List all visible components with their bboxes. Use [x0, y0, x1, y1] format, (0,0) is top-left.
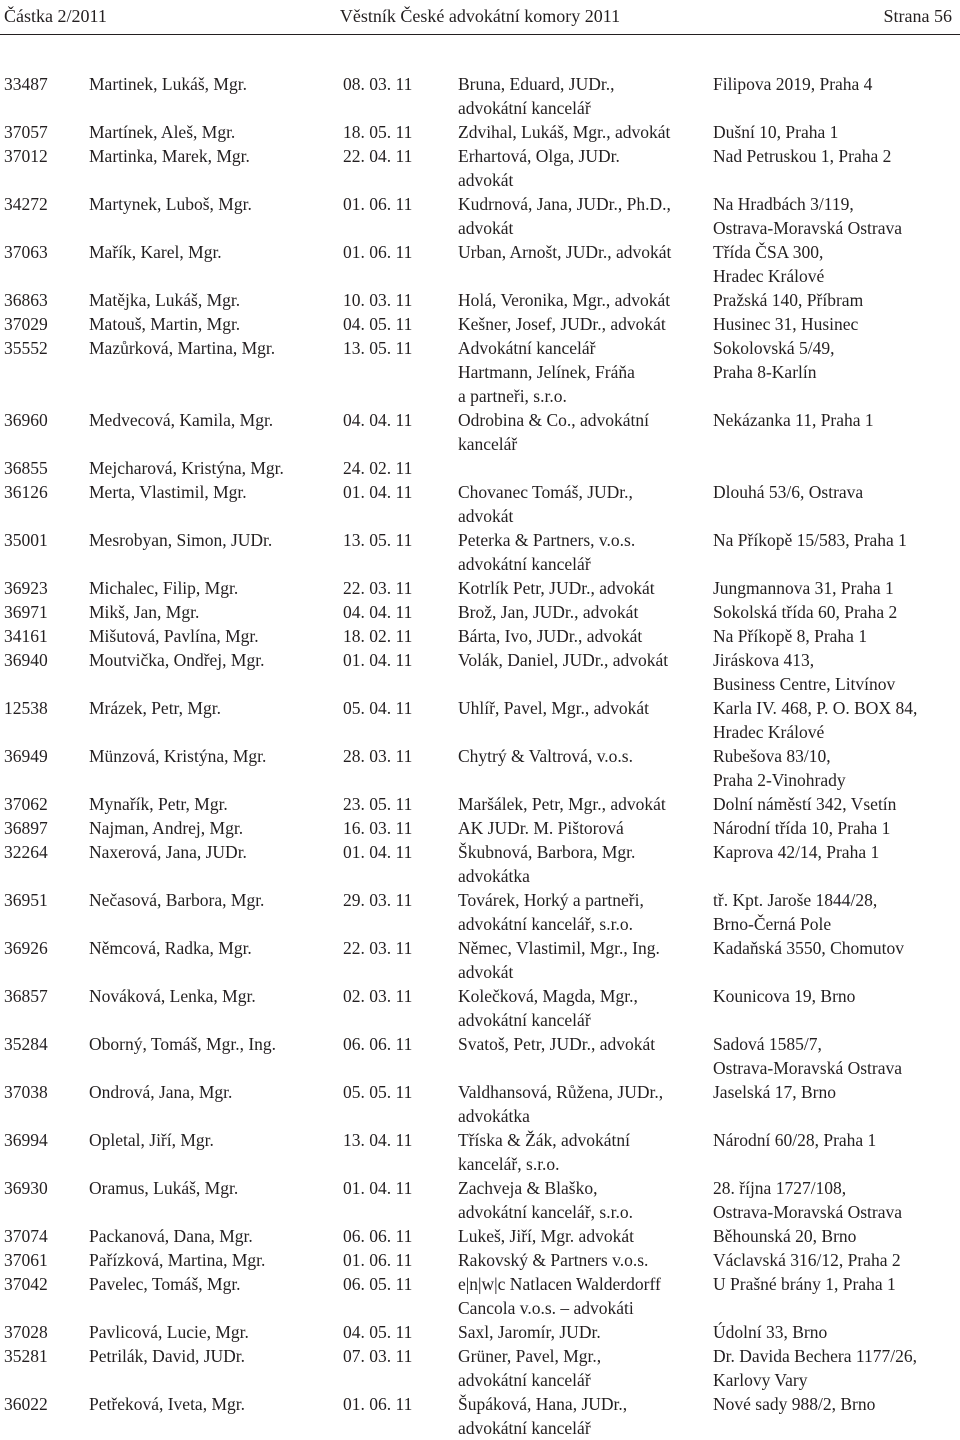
- office-address-line: Kadaňská 3550, Chomutov: [713, 938, 905, 958]
- office-address-line: Husinec 31, Husinec: [713, 314, 859, 334]
- lawyer-name: Martynek, Luboš, Mgr.: [89, 194, 252, 214]
- office-address-line: Dušní 10, Praha 1: [713, 122, 839, 142]
- registration-number: 34161: [4, 626, 48, 646]
- office-address-line: Ostrava-Moravská Ostrava: [713, 1202, 903, 1222]
- employer: [458, 144, 620, 192]
- employer: [458, 120, 670, 144]
- entry-date: 01. 04. 11: [343, 650, 413, 670]
- employer-line: advokátní kancelář: [458, 554, 591, 574]
- lawyer-name: Packanová, Dana, Mgr.: [89, 1226, 253, 1246]
- office-address-line: Sokolovská 5/49,: [713, 338, 835, 358]
- office-address: [713, 72, 872, 96]
- office-address-line: Údolní 33, Brno: [713, 1322, 828, 1342]
- office-address: [713, 480, 863, 504]
- lawyer-name: Mišutová, Pavlína, Mgr.: [89, 626, 259, 646]
- employer: [458, 1176, 633, 1224]
- entry-date: 01. 06. 11: [343, 194, 413, 214]
- employer-line: Saxl, Jaromír, JUDr.: [458, 1322, 601, 1342]
- publication-title: Věstník České advokátní komory 2011: [339, 6, 621, 26]
- employer-line: advokát: [458, 218, 514, 238]
- employer: [458, 1224, 634, 1248]
- employer-line: Valdhansová, Růžena, JUDr.,: [458, 1082, 664, 1102]
- registration-number: 36126: [4, 482, 48, 502]
- employer-line: kancelář: [458, 434, 518, 454]
- office-address: [713, 1176, 902, 1224]
- employer-line: Kudrnová, Jana, JUDr., Ph.D.,: [458, 194, 671, 214]
- employer-line: Advokátní kancelář: [458, 338, 596, 358]
- lawyer-name: Oramus, Lukáš, Mgr.: [89, 1178, 239, 1198]
- office-address-line: Dlouhá 53/6, Ostrava: [713, 482, 864, 502]
- lawyer-name: Merta, Vlastimil, Mgr.: [89, 482, 247, 502]
- employer-line: Šupáková, Hana, JUDr.,: [458, 1394, 628, 1414]
- employer: [458, 1272, 661, 1320]
- office-address-line: Václavská 316/12, Praha 2: [713, 1250, 901, 1270]
- employer-line: Urban, Arnošt, JUDr., advokát: [458, 242, 672, 262]
- employer: [458, 600, 638, 624]
- office-address-line: Národní 60/28, Praha 1: [713, 1130, 877, 1150]
- entry-date: 24. 02. 11: [343, 458, 413, 478]
- office-address-line: Hradec Králové: [713, 266, 825, 286]
- lawyer-name: Münzová, Kristýna, Mgr.: [89, 746, 267, 766]
- lawyer-name: Němcová, Radka, Mgr.: [89, 938, 252, 958]
- office-address-line: Hradec Králové: [713, 722, 825, 742]
- entry-date: 13. 05. 11: [343, 530, 413, 550]
- entry-date: 22. 03. 11: [343, 938, 413, 958]
- employer-line: advokátka: [458, 866, 530, 886]
- registration-number: 37042: [4, 1274, 48, 1294]
- office-address: [713, 288, 863, 312]
- employer-line: Továrek, Horký a partneři,: [458, 890, 644, 910]
- employer: [458, 312, 666, 336]
- office-address-line: Národní třída 10, Praha 1: [713, 818, 891, 838]
- employer: [458, 648, 668, 672]
- lawyer-name: Martinka, Marek, Mgr.: [89, 146, 250, 166]
- registration-number: 37012: [4, 146, 48, 166]
- entry-date: 16. 03. 11: [343, 818, 413, 838]
- lawyer-name: Matějka, Lukáš, Mgr.: [89, 290, 241, 310]
- employer: [458, 576, 655, 600]
- office-address: [713, 576, 894, 600]
- registration-number: 34272: [4, 194, 48, 214]
- entry-date: 01. 06. 11: [343, 242, 413, 262]
- lawyer-name: Mesrobyan, Simon, JUDr.: [89, 530, 273, 550]
- office-address: [713, 240, 824, 288]
- employer: [458, 288, 670, 312]
- employer-line: advokátní kancelář: [458, 1370, 591, 1390]
- employer-line: Tříska & Žák, advokátní: [458, 1130, 631, 1150]
- employer-line: Lukeš, Jiří, Mgr. advokát: [458, 1226, 634, 1246]
- lawyer-name: Najman, Andrej, Mgr.: [89, 818, 244, 838]
- lawyer-name: Martinek, Lukáš, Mgr.: [89, 74, 247, 94]
- office-address: [713, 600, 897, 624]
- entry-date: 05. 05. 11: [343, 1082, 413, 1102]
- office-address-line: Brno-Černá Pole: [713, 914, 832, 934]
- lawyer-name: Matouš, Martin, Mgr.: [89, 314, 241, 334]
- lawyer-name: Ondrová, Jana, Mgr.: [89, 1082, 233, 1102]
- lawyer-name: Medvecová, Kamila, Mgr.: [89, 410, 274, 430]
- registration-number: 36940: [4, 650, 48, 670]
- office-address: [713, 936, 904, 960]
- entry-date: 22. 03. 11: [343, 578, 413, 598]
- office-address: [713, 120, 838, 144]
- registration-number: 35001: [4, 530, 48, 550]
- office-address: [713, 696, 917, 744]
- employer-line: Cancola v.o.s. – advokáti: [458, 1298, 634, 1318]
- lawyer-name: Mejcharová, Kristýna, Mgr.: [89, 458, 284, 478]
- entry-date: 04. 04. 11: [343, 602, 413, 622]
- employer: [458, 624, 642, 648]
- employer-line: Uhlíř, Pavel, Mgr., advokát: [458, 698, 650, 718]
- office-address: [713, 1248, 901, 1272]
- employer: [458, 528, 635, 576]
- employer-line: Chytrý & Valtrová, v.o.s.: [458, 746, 633, 766]
- office-address: [713, 648, 895, 696]
- registration-number: 32264: [4, 842, 48, 862]
- entry-date: 13. 04. 11: [343, 1130, 413, 1150]
- registration-number: 35281: [4, 1346, 48, 1366]
- employer-line: advokátní kancelář, s.r.o.: [458, 914, 633, 934]
- entry-date: 22. 04. 11: [343, 146, 413, 166]
- employer-line: Svatoš, Petr, JUDr., advokát: [458, 1034, 656, 1054]
- office-address: [713, 744, 846, 792]
- office-address: [713, 528, 907, 552]
- entry-date: 04. 04. 11: [343, 410, 413, 430]
- office-address-line: 28. října 1727/108,: [713, 1178, 847, 1198]
- employer: [458, 1032, 655, 1056]
- registration-number: 36951: [4, 890, 48, 910]
- office-address-line: Filipova 2019, Praha 4: [713, 74, 873, 94]
- employer-line: e|n|w|c Natlacen Walderdorff: [458, 1274, 661, 1294]
- lawyer-name: Mynařík, Petr, Mgr.: [89, 794, 228, 814]
- entry-date: 01. 04. 11: [343, 842, 413, 862]
- employer-line: Němec, Vlastimil, Mgr., Ing.: [458, 938, 660, 958]
- employer-line: Bárta, Ivo, JUDr., advokát: [458, 626, 643, 646]
- employer-line: Erhartová, Olga, JUDr.: [458, 146, 620, 166]
- employer-line: AK JUDr. M. Pištorová: [458, 818, 624, 838]
- office-address-line: Jaselská 17, Brno: [713, 1082, 836, 1102]
- entry-date: 01. 06. 11: [343, 1250, 413, 1270]
- employer-line: advokát: [458, 506, 514, 526]
- entry-date: 08. 03. 11: [343, 74, 413, 94]
- office-address: [713, 192, 902, 240]
- registration-number: 36923: [4, 578, 48, 598]
- registration-number: 36949: [4, 746, 48, 766]
- employer-line: kancelář, s.r.o.: [458, 1154, 560, 1174]
- registration-number: 36971: [4, 602, 48, 622]
- employer-line: Zachveja & Blaško,: [458, 1178, 598, 1198]
- entry-date: 18. 02. 11: [343, 626, 413, 646]
- office-address: [713, 1344, 917, 1392]
- office-address-line: Karla IV. 468, P. O. BOX 84,: [713, 698, 918, 718]
- employer-line: advokátní kancelář, s.r.o.: [458, 1202, 633, 1222]
- office-address-line: Dolní náměstí 342, Vsetín: [713, 794, 897, 814]
- office-address-line: Nové sady 988/2, Brno: [713, 1394, 876, 1414]
- employer-line: Kotrlík Petr, JUDr., advokát: [458, 578, 655, 598]
- office-address-line: Kaprova 42/14, Praha 1: [713, 842, 880, 862]
- employer: [458, 1248, 648, 1272]
- office-address: [713, 1128, 876, 1152]
- lawyer-name: Michalec, Filip, Mgr.: [89, 578, 239, 598]
- employer: [458, 1320, 601, 1344]
- employer-line: Peterka & Partners, v.o.s.: [458, 530, 636, 550]
- employer: [458, 696, 649, 720]
- lawyer-name: Petřeková, Iveta, Mgr.: [89, 1394, 245, 1414]
- office-address-line: Na Příkopě 15/583, Praha 1: [713, 530, 907, 550]
- office-address: [713, 336, 835, 384]
- entry-date: 01. 04. 11: [343, 1178, 413, 1198]
- registration-number: 36930: [4, 1178, 48, 1198]
- office-address-line: Dr. Davida Bechera 1177/26,: [713, 1346, 917, 1366]
- office-address-line: Praha 8-Karlín: [713, 362, 817, 382]
- registration-number: 37063: [4, 242, 48, 262]
- office-address: [713, 312, 858, 336]
- employer: [458, 792, 666, 816]
- office-address-line: Rubešova 83/10,: [713, 746, 831, 766]
- employer: [458, 408, 649, 456]
- lawyer-name: Mrázek, Petr, Mgr.: [89, 698, 221, 718]
- office-address: [713, 144, 891, 168]
- entry-date: 29. 03. 11: [343, 890, 413, 910]
- entry-date: 04. 05. 11: [343, 1322, 413, 1342]
- office-address-line: Nekázanka 11, Praha 1: [713, 410, 874, 430]
- employer-line: Kolečková, Magda, Mgr.,: [458, 986, 638, 1006]
- entry-date: 06. 06. 11: [343, 1034, 413, 1054]
- employer: [458, 744, 633, 768]
- lawyer-name: Pařízková, Martina, Mgr.: [89, 1250, 266, 1270]
- lawyer-name: Opletal, Jiří, Mgr.: [89, 1130, 214, 1150]
- entry-date: 23. 05. 11: [343, 794, 413, 814]
- office-address: [713, 1392, 875, 1416]
- employer: [458, 336, 635, 408]
- office-address-line: Nad Petruskou 1, Praha 2: [713, 146, 892, 166]
- employer-line: Bruna, Eduard, JUDr.,: [458, 74, 615, 94]
- office-address: [713, 1320, 827, 1344]
- employer-line: Holá, Veronika, Mgr., advokát: [458, 290, 671, 310]
- employer: [458, 1128, 630, 1176]
- employer-line: Brož, Jan, JUDr., advokát: [458, 602, 639, 622]
- entry-date: 18. 05. 11: [343, 122, 413, 142]
- office-address: [713, 816, 890, 840]
- registration-number: 37074: [4, 1226, 48, 1246]
- employer: [458, 984, 638, 1032]
- office-address-line: Běhounská 20, Brno: [713, 1226, 857, 1246]
- issue-number: Částka 2/2011: [4, 6, 107, 26]
- office-address-line: Na Příkopě 8, Praha 1: [713, 626, 868, 646]
- registration-number: 37028: [4, 1322, 48, 1342]
- employer-line: Hartmann, Jelínek, Fráňa: [458, 362, 635, 382]
- employer: [458, 840, 635, 888]
- office-address-line: tř. Kpt. Jaroše 1844/28,: [713, 890, 878, 910]
- registration-number: 37057: [4, 122, 48, 142]
- registration-number: 36994: [4, 1130, 48, 1150]
- office-address-line: Praha 2-Vinohrady: [713, 770, 846, 790]
- lawyer-name: Mikš, Jan, Mgr.: [89, 602, 200, 622]
- office-address: [713, 792, 896, 816]
- office-address-line: Jiráskova 413,: [713, 650, 815, 670]
- office-address-line: Kounicova 19, Brno: [713, 986, 856, 1006]
- employer: [458, 936, 660, 984]
- office-address: [713, 840, 879, 864]
- page-number: Strana 56: [883, 6, 952, 26]
- office-address: [713, 408, 874, 432]
- employer: [458, 240, 671, 264]
- employer-line: Kešner, Josef, JUDr., advokát: [458, 314, 666, 334]
- office-address: [713, 624, 867, 648]
- employer-line: Rakovský & Partners v.o.s.: [458, 1250, 649, 1270]
- office-address: [713, 1032, 902, 1080]
- registration-number: 35284: [4, 1034, 48, 1054]
- lawyer-name: Nováková, Lenka, Mgr.: [89, 986, 256, 1006]
- employer-line: advokátní kancelář: [458, 1010, 591, 1030]
- office-address: [713, 888, 877, 936]
- registration-number: 33487: [4, 74, 48, 94]
- registration-number: 36960: [4, 410, 48, 430]
- registration-number: 37061: [4, 1250, 48, 1270]
- office-address-line: Jungmannova 31, Praha 1: [713, 578, 894, 598]
- employer-line: Chovanec Tomáš, JUDr.,: [458, 482, 633, 502]
- registration-number: 36855: [4, 458, 48, 478]
- employer: [458, 1080, 663, 1128]
- lawyer-name: Pavelec, Tomáš, Mgr.: [89, 1274, 241, 1294]
- registration-number: 36926: [4, 938, 48, 958]
- registration-number: 35552: [4, 338, 48, 358]
- employer-line: advokátka: [458, 1106, 530, 1126]
- lawyer-name: Naxerová, Jana, JUDr.: [89, 842, 247, 862]
- employer-line: advokátní kancelář: [458, 1418, 591, 1438]
- registration-number: 37062: [4, 794, 48, 814]
- office-address-line: Ostrava-Moravská Ostrava: [713, 1058, 903, 1078]
- employer-line: Maršálek, Petr, Mgr., advokát: [458, 794, 666, 814]
- employer: [458, 1392, 627, 1440]
- employer: [458, 480, 633, 528]
- entry-date: 01. 04. 11: [343, 482, 413, 502]
- entry-date: 10. 03. 11: [343, 290, 413, 310]
- entry-date: 06. 05. 11: [343, 1274, 413, 1294]
- registration-number: 36857: [4, 986, 48, 1006]
- registration-number: 37029: [4, 314, 48, 334]
- registration-number: 12538: [4, 698, 48, 718]
- office-address-line: Třída ČSA 300,: [713, 242, 824, 262]
- lawyer-name: Mazůrková, Martina, Mgr.: [89, 338, 276, 358]
- lawyer-name: Petrilák, David, JUDr.: [89, 1346, 246, 1366]
- entry-date: 07. 03. 11: [343, 1346, 413, 1366]
- employer-line: Zdvihal, Lukáš, Mgr., advokát: [458, 122, 671, 142]
- registration-number: 37038: [4, 1082, 48, 1102]
- entry-date: 02. 03. 11: [343, 986, 413, 1006]
- employer-line: Odrobina & Co., advokátní: [458, 410, 650, 430]
- employer-line: Volák, Daniel, JUDr., advokát: [458, 650, 669, 670]
- employer-line: advokát: [458, 962, 514, 982]
- registration-number: 36863: [4, 290, 48, 310]
- office-address-line: Ostrava-Moravská Ostrava: [713, 218, 903, 238]
- lawyer-name: Martínek, Aleš, Mgr.: [89, 122, 236, 142]
- lawyer-name: Oborný, Tomáš, Mgr., Ing.: [89, 1034, 277, 1054]
- office-address-line: Sokolská třída 60, Praha 2: [713, 602, 898, 622]
- entry-date: 04. 05. 11: [343, 314, 413, 334]
- entry-date: 28. 03. 11: [343, 746, 413, 766]
- employer: [458, 816, 624, 840]
- employer: [458, 192, 671, 240]
- office-address-line: Sadová 1585/7,: [713, 1034, 822, 1054]
- employer-line: a partneři, s.r.o.: [458, 386, 567, 406]
- office-address-line: Na Hradbách 3/119,: [713, 194, 854, 214]
- entry-date: 06. 06. 11: [343, 1226, 413, 1246]
- lawyer-name: Pavlicová, Lucie, Mgr.: [89, 1322, 249, 1342]
- employer: [458, 72, 615, 120]
- lawyer-name: Mařík, Karel, Mgr.: [89, 242, 222, 262]
- lawyer-name: Moutvička, Ondřej, Mgr.: [89, 650, 265, 670]
- office-address-line: Karlovy Vary: [713, 1370, 808, 1390]
- office-address-line: Business Centre, Litvínov: [713, 674, 896, 694]
- office-address-line: U Prašné brány 1, Praha 1: [713, 1274, 896, 1294]
- entry-date: 05. 04. 11: [343, 698, 413, 718]
- employer-line: Grüner, Pavel, Mgr.,: [458, 1346, 602, 1366]
- entry-date: 01. 06. 11: [343, 1394, 413, 1414]
- office-address-line: Pražská 140, Příbram: [713, 290, 864, 310]
- registration-number: 36022: [4, 1394, 48, 1414]
- employer: [458, 1344, 601, 1392]
- entry-date: 13. 05. 11: [343, 338, 413, 358]
- employer-line: advokát: [458, 170, 514, 190]
- office-address: [713, 984, 855, 1008]
- office-address: [713, 1224, 856, 1248]
- registration-number: 36897: [4, 818, 48, 838]
- employer: [458, 888, 644, 936]
- employer-line: advokátní kancelář: [458, 98, 591, 118]
- employer-line: Škubnová, Barbora, Mgr.: [458, 842, 636, 862]
- lawyer-name: Nečasová, Barbora, Mgr.: [89, 890, 265, 910]
- office-address: [713, 1272, 896, 1296]
- office-address: [713, 1080, 836, 1104]
